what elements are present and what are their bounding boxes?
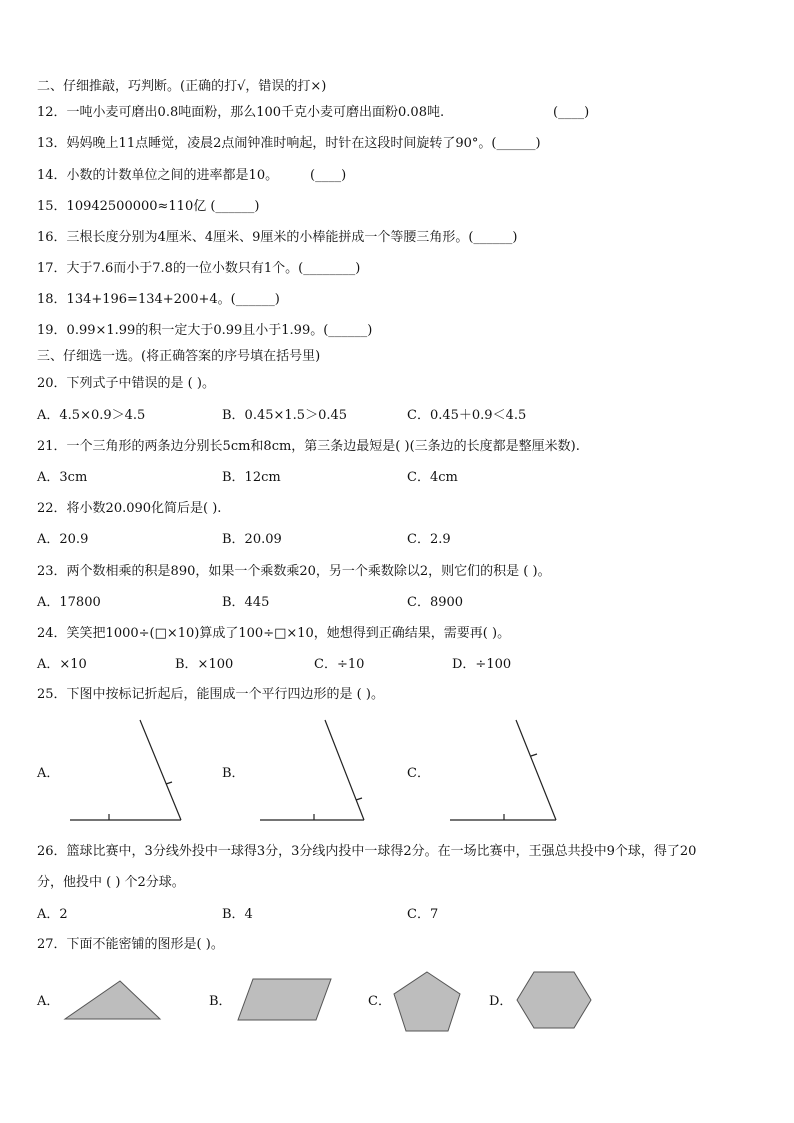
question-21-option-b[interactable]: B．12cm — [222, 470, 281, 485]
question-27-stem: 27．下面不能密铺的图形是( )。 — [37, 937, 224, 952]
question-27-option-c[interactable]: C． — [368, 994, 391, 1009]
question-22-option-a[interactable]: A．20.9 — [37, 532, 89, 547]
question-27-triangle-shape — [63, 978, 163, 1022]
question-16: 16．三根长度分别为4厘米、4厘米、9厘米的小棒能拼成一个等腰三角形。(______) — [37, 230, 518, 245]
question-22-stem: 22．将小数20.090化简后是( ). — [37, 501, 222, 516]
question-20-option-a[interactable]: A．4.5×0.9＞4.5 — [37, 408, 146, 423]
question-23-option-c[interactable]: C．8900 — [407, 595, 464, 610]
question-27-parallelogram-shape — [236, 976, 334, 1022]
question-27-option-a[interactable]: A． — [37, 994, 60, 1009]
question-12-text: 12．一吨小麦可磨出0.8吨面粉，那么100千克小麦可磨出面粉0.08吨. — [37, 105, 445, 120]
question-25-figure-b — [258, 718, 370, 824]
question-25-stem: 25．下图中按标记折起后，能围成一个平行四边形的是 ( )。 — [37, 687, 384, 702]
question-26-stem-line2: 分，他投中 ( ) 个2分球。 — [37, 875, 185, 890]
question-24-stem: 24．笑笑把1000÷(□×10)算成了100÷□×10，她想得到正确结果，需要再( )。 — [37, 626, 511, 641]
question-27-option-b[interactable]: B． — [209, 994, 232, 1009]
question-25-figure-a — [68, 718, 186, 824]
question-26-option-c[interactable]: C．7 — [407, 907, 439, 922]
question-26-stem-line1: 26．篮球比赛中，3分线外投中一球得3分，3分线内投中一球得2分。在一场比赛中，王强总共投中9个球，得了20 — [37, 844, 697, 859]
question-24-option-c[interactable]: C．÷10 — [314, 657, 365, 672]
question-25-option-a[interactable]: A． — [37, 766, 60, 781]
question-14 — [37, 167, 278, 185]
question-14-text: 14．小数的计数单位之间的进率都是10。 — [37, 168, 279, 183]
question-15: 15．10942500000≈110亿 (______) — [37, 199, 260, 214]
question-20-stem: 20．下列式子中错误的是 ( )。 — [37, 376, 215, 391]
question-27-hexagon-shape — [515, 970, 593, 1030]
question-26-option-a[interactable]: A．2 — [37, 907, 68, 922]
question-18: 18．134+196=134+200+4。(______) — [37, 292, 280, 307]
question-20-option-b[interactable]: B．0.45×1.5＞0.45 — [222, 408, 348, 423]
question-13: 13．妈妈晚上11点睡觉，凌晨2点闹钟准时响起，时针在这段时间旋转了90°。(______) — [37, 136, 541, 151]
question-12-answer-blank[interactable]: (____) — [553, 105, 590, 120]
question-14-answer-blank[interactable]: (____) — [310, 168, 347, 183]
question-25-figure-c — [448, 718, 562, 824]
question-23-option-a[interactable]: A．17800 — [37, 595, 101, 610]
question-23-stem: 23．两个数相乘的积是890，如果一个乘数乘20，另一个乘数除以2，则它们的积是 ( )。 — [37, 564, 551, 579]
question-22-option-b[interactable]: B．20.09 — [222, 532, 282, 547]
question-23-option-b[interactable]: B．445 — [222, 595, 270, 610]
question-26-option-b[interactable]: B．4 — [222, 907, 253, 922]
question-25-option-c[interactable]: C． — [407, 766, 430, 781]
question-24-option-a[interactable]: A．×10 — [37, 657, 87, 672]
question-24-option-d[interactable]: D．÷100 — [452, 657, 512, 672]
question-22-option-c[interactable]: C．2.9 — [407, 532, 451, 547]
question-24-option-b[interactable]: B．×100 — [175, 657, 234, 672]
section3-title: 三、仔细选一选。(将正确答案的序号填在括号里) — [37, 349, 321, 364]
question-21-option-c[interactable]: C．4cm — [407, 470, 458, 485]
question-21-stem: 21．一个三角形的两条边分别长5cm和8cm，第三条边最短是( )(三条边的长度都是整厘米数). — [37, 439, 580, 454]
question-25-option-b[interactable]: B． — [222, 766, 245, 781]
question-17: 17．大于7.6而小于7.8的一位小数只有1个。(________) — [37, 261, 361, 276]
question-20-option-c[interactable]: C．0.45＋0.9＜4.5 — [407, 408, 527, 423]
question-12 — [37, 104, 444, 122]
section2-title: 二、仔细推敲，巧判断。(正确的打√，错误的打×) — [37, 79, 327, 94]
question-19: 19．0.99×1.99的积一定大于0.99且小于1.99。(______) — [37, 323, 373, 338]
question-27-pentagon-shape — [391, 970, 463, 1034]
question-27-option-d[interactable]: D． — [489, 994, 513, 1009]
question-21-option-a[interactable]: A．3cm — [37, 470, 88, 485]
